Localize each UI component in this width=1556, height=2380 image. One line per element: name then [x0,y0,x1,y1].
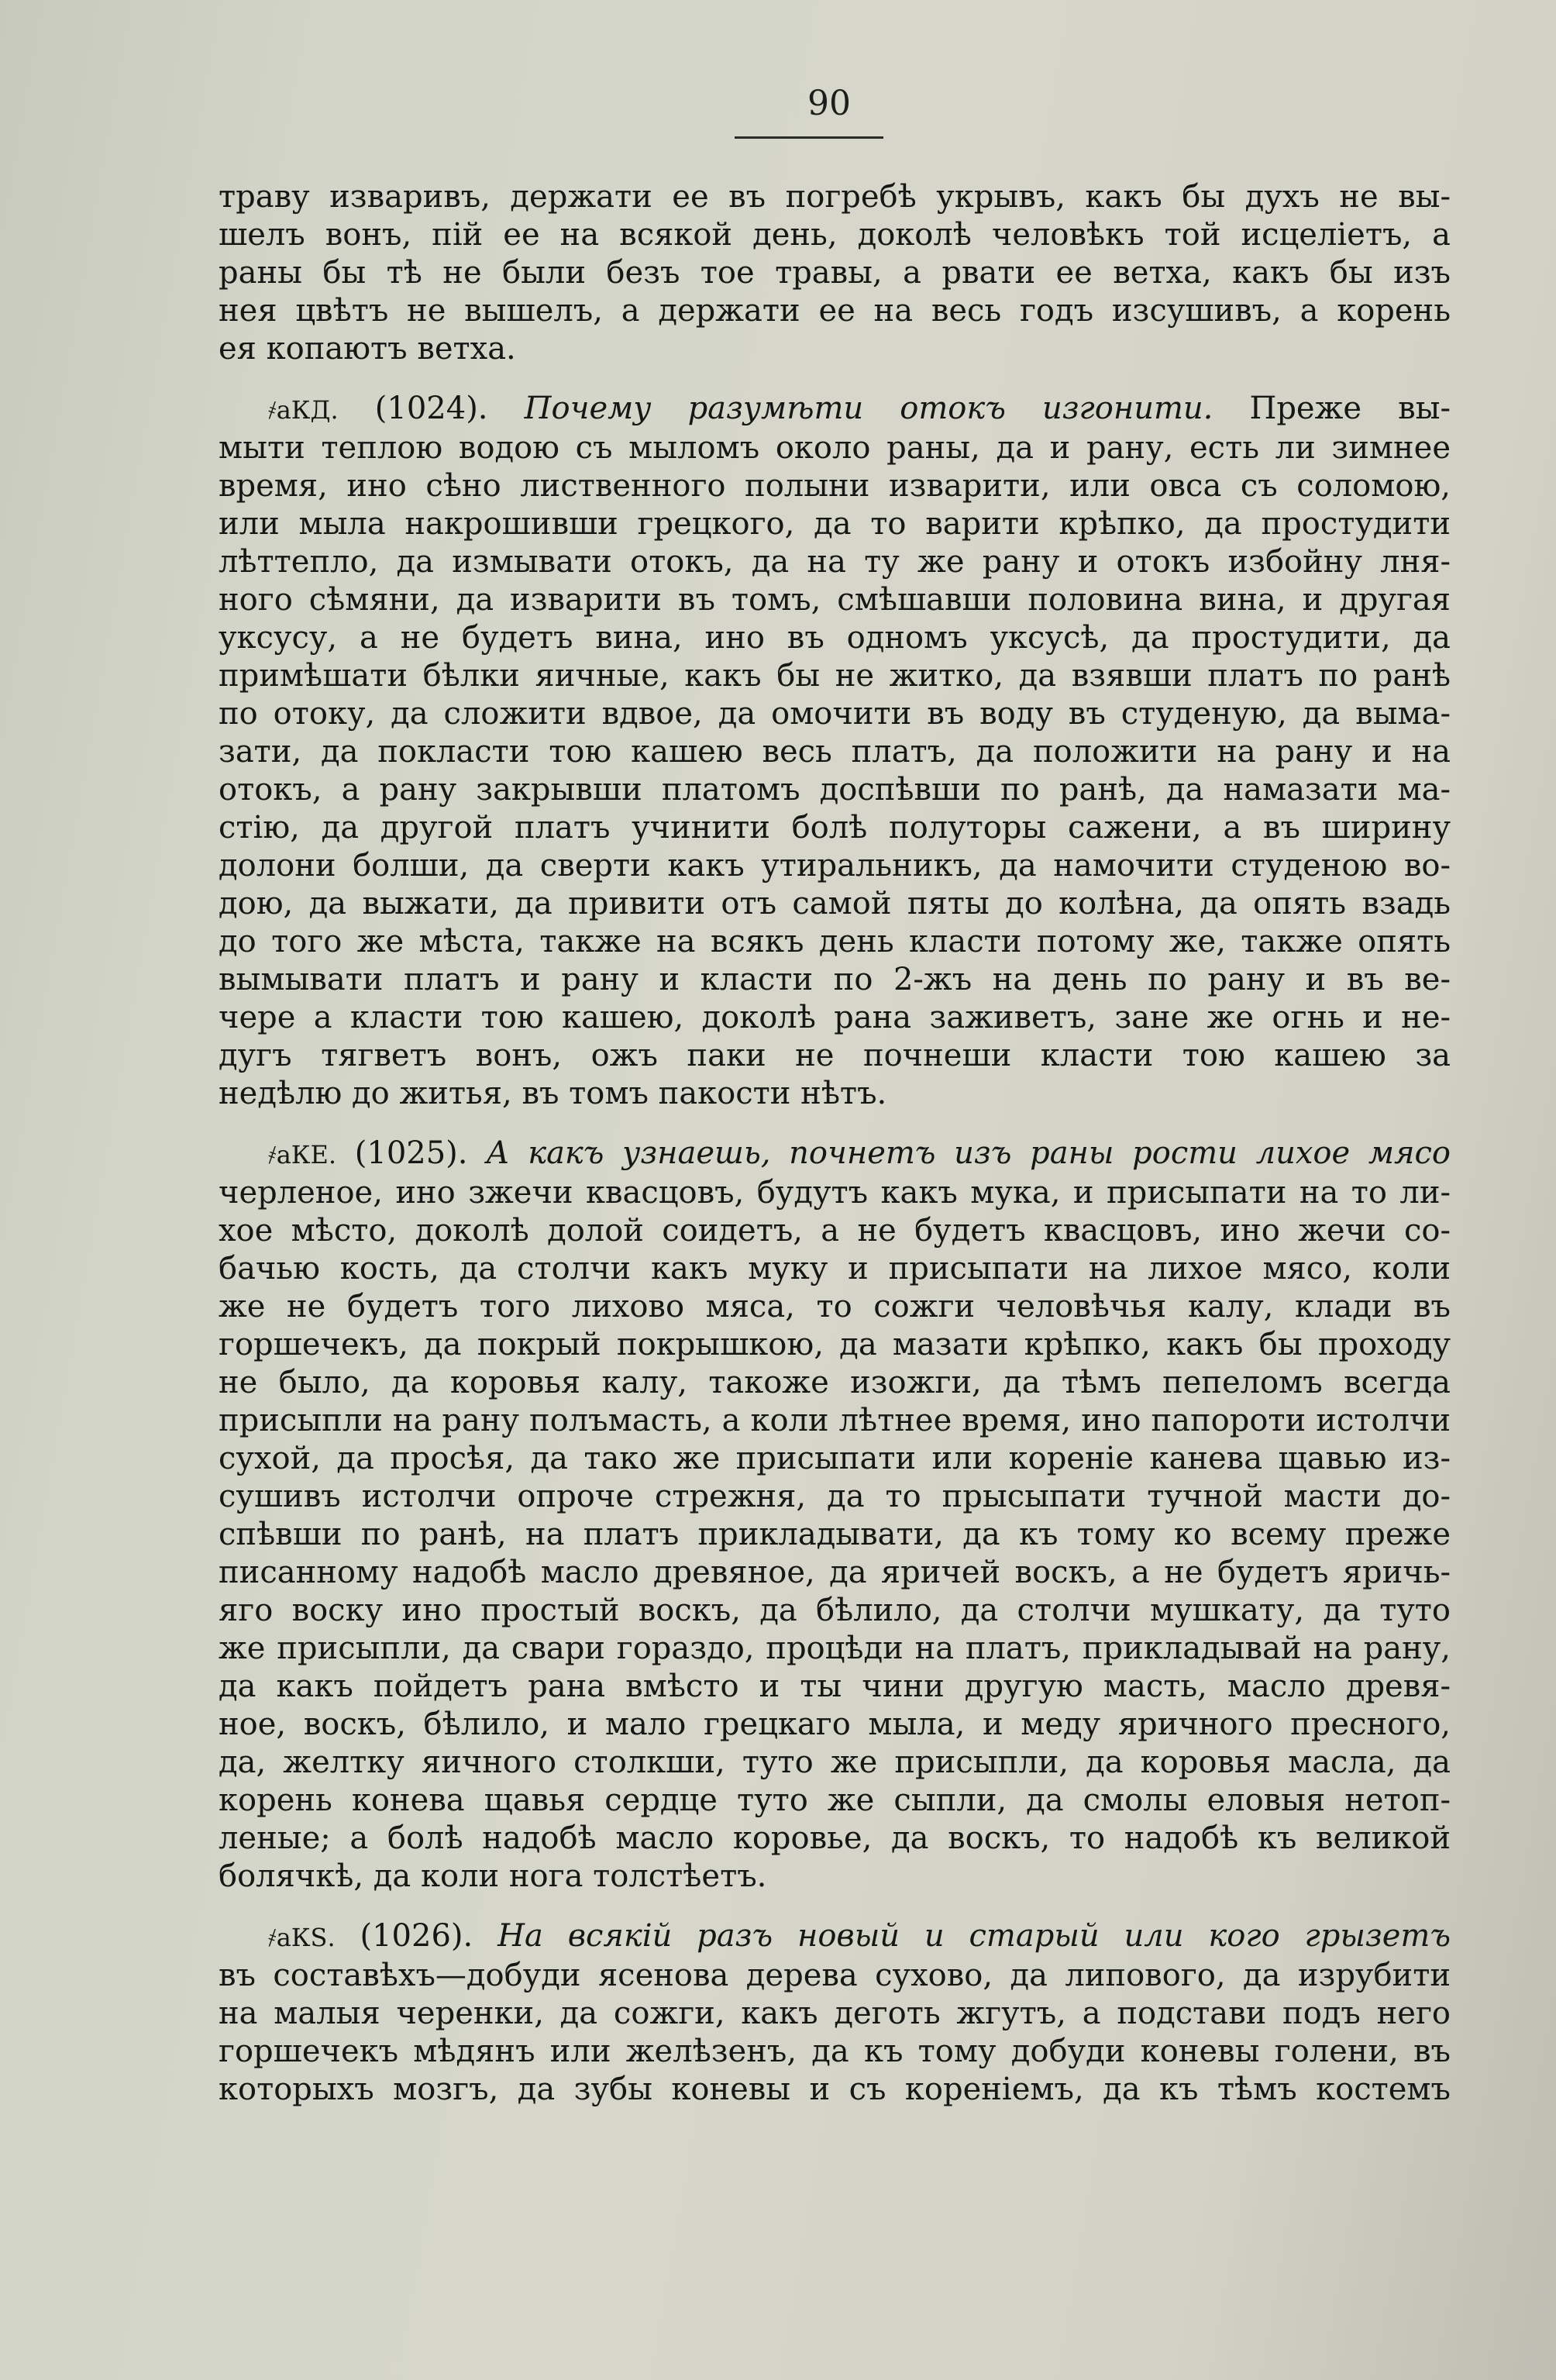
text-line: ное, воскъ, бѣлило, и мало грецкаго мыла, и меду яричного пресного, [219,1707,1451,1742]
text-line: леные; а болѣ надобѣ масло коровье, да воскъ, то надобѣ къ великой [219,1820,1451,1856]
text-line: сухой, да просѣя, да тако же присыпати или кореніе канева щавью из- [219,1441,1451,1476]
page-number-rule [735,136,883,139]
section-marker: ҂аКЅ. [268,1923,336,1952]
text-line: до того же мѣста, также на всякъ день класти потому же, также опять [219,924,1451,959]
text-line: которыхъ мозгъ, да зубы коневы и съ кореніемъ, да къ тѣмъ костемъ [219,2072,1451,2107]
text-line: Преже вы- [1249,391,1451,426]
section-number: (1024). [374,391,488,426]
text-line: спѣвши по ранѣ, на платъ прикладывати, да къ тому ко всему преже [219,1517,1451,1552]
text-line: горшечекъ мѣдянъ или желѣзенъ, да къ тому добуди коневы голени, въ [219,2034,1451,2069]
text-line: дугъ тягветъ вонъ, ожъ паки не почнеши класти тою кашею за [219,1038,1451,1073]
text-line-heading [219,1135,1451,1174]
text-line: отокъ, а рану закрывши платомъ доспѣвши по ранѣ, да намазати ма- [219,772,1451,808]
text-line: шелъ вонъ, пій ее на всякой день, доколѣ человѣкъ той исцеліетъ, а [219,217,1451,253]
text-line: примѣшати бѣлки яичные, какъ бы не житко, да взявши платъ по ранѣ [219,658,1451,694]
page-number: 90 [807,84,851,123]
text-line: дою, да выжати, да привити отъ самой пяты до колѣна, да опять взадь [219,886,1451,921]
text-line: время, ино сѣно лиственного полыни изварити, или овса съ соломою, [219,468,1451,504]
section-marker: ҂аКЕ. [268,1140,337,1169]
text-line: яго воску ино простый воскъ, да бѣлило, да столчи мушкату, да туто [219,1593,1451,1628]
text-line: траву изваривъ, держати ее въ погребѣ укрывъ, какъ бы духъ не вы- [219,179,1451,215]
text-line: на малыя черенки, да сожги, какъ деготь жгутъ, а подстави подъ него [219,1996,1451,2031]
text-line: долони болши, да сверти какъ утиральникъ, да намочити студеною во- [219,848,1451,883]
text-line: нея цвѣтъ не вышелъ, а держати ее на весь годъ изсушивъ, а корень [219,293,1451,329]
text-line: горшечекъ, да покрый покрышкою, да мазати крѣпко, какъ бы проходу [219,1327,1451,1362]
section-number: (1026). [360,1918,473,1954]
text-line: мыти теплою водою съ мыломъ около раны, да и рану, есть ли зимнее [219,430,1451,466]
text-line: же не будетъ того лихово мяса, то сожги человѣчья калу, клади въ [219,1289,1451,1324]
text-line: болячкѣ, да коли нога толстѣетъ. [219,1858,767,1894]
text-line: писанному надобѣ масло древяное, да яричей воскъ, а не будетъ яричь- [219,1555,1451,1590]
paragraph-continuation [219,178,1451,368]
paragraph-1025 [219,1135,1451,1896]
text-line: вымывати платъ и рану и класти по 2-жъ на день по рану и въ ве- [219,962,1451,997]
text-line: бачью кость, да столчи какъ муку и присыпати на лихое мясо, коли [219,1251,1451,1286]
body-text [219,178,1451,2109]
section-marker: ҂аКД. [268,395,339,425]
text-line: въ составѣхъ—добуди ясенова дерева сухово, да липового, да изрубити [219,1958,1451,1993]
text-line: недѣлю до житья, въ томъ пакости нѣтъ. [219,1076,887,1111]
text-line: не было, да коровья калу, такоже изожги, да тѣмъ пепеломъ всегда [219,1365,1451,1400]
text-line: ея копаютъ ветха. [219,331,516,367]
text-line: уксусу, а не будетъ вина, ино въ одномъ уксусѣ, да простудити, да [219,620,1451,656]
paragraph-1024 [219,390,1451,1113]
section-number: (1025). [354,1135,468,1171]
text-line: корень конева щавья сердце туто же сыпли, да смолы еловыя нетоп- [219,1782,1451,1818]
text-line: лѣттепло, да измывати отокъ, да на ту же рану и отокъ избойну лня- [219,544,1451,580]
paragraph-1026 [219,1917,1451,2109]
text-line: черленое, ино зжечи квасцовъ, будутъ какъ мука, и присыпати на то ли- [219,1175,1451,1211]
text-line: стію, да другой платъ учинити болѣ полуторы сажени, а въ ширину [219,810,1451,846]
text-line: чере а класти тою кашею, доколѣ рана заживетъ, зане же огнь и не- [219,1000,1451,1035]
text-line: по отоку, да сложити вдвое, да омочити въ воду въ студеную, да выма- [219,696,1451,732]
section-heading: Почему разумѣти отокъ изгонити. [524,391,1213,426]
section-heading: А какъ узнаешь, почнетъ изъ раны рости лихое мясо [486,1135,1451,1171]
text-line: или мыла накрошивши грецкого, да то варити крѣпко, да простудити [219,506,1451,542]
text-line: да какъ пойдетъ рана вмѣсто и ты чини другую масть, масло древя- [219,1669,1451,1704]
text-line: да, желтку яичного столкши, туто же присыпли, да коровья масла, да [219,1745,1451,1780]
text-line: хое мѣсто, доколѣ долой соидетъ, а не будетъ квасцовъ, ино жечи со- [219,1213,1451,1249]
text-line: сушивъ истолчи опроче стрежня, да то прысыпати тучной масти до- [219,1479,1451,1514]
text-line: же присыпли, да свари гораздо, процѣди на платъ, прикладывай на рану, [219,1631,1451,1666]
text-line-heading [219,390,1451,429]
section-heading: На всякій разъ новый и старый или кого грызетъ [497,1918,1451,1954]
text-line-heading [219,1917,1451,1957]
text-line: зати, да покласти тою кашею весь платъ, да положити на рану и на [219,734,1451,770]
text-line: присыпли на рану полъмасть, а коли лѣтнее время, ино папороти истолчи [219,1403,1451,1438]
text-line: ного сѣмяни, да изварити въ томъ, смѣшавши половина вина, и другая [219,582,1451,618]
text-line: раны бы тѣ не были безъ тое травы, а рвати ее ветха, какъ бы изъ [219,255,1451,291]
